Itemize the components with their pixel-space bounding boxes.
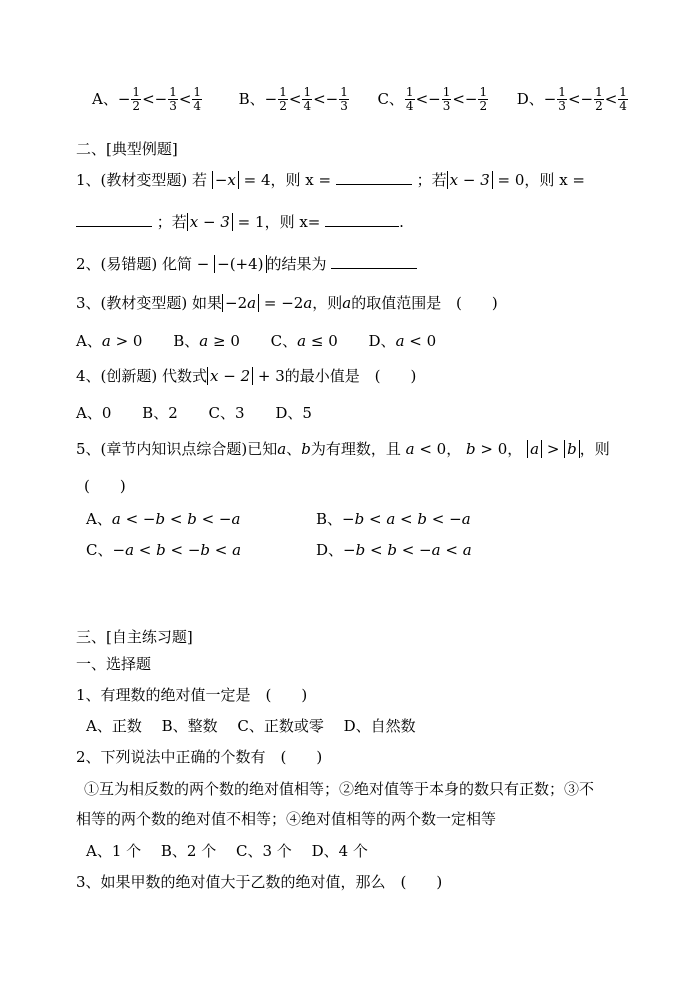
section-2-title: 二、[典型例题] xyxy=(76,140,178,158)
q5-line: 5、(章节内知识点综合题)已知a、b为有理数，且 a < 0， b > 0， a > b ，则 xyxy=(76,440,610,458)
q5-paren-line xyxy=(84,475,126,497)
q4-options xyxy=(76,402,338,424)
q5-option-b[interactable]: B、−b < a < b < −a xyxy=(316,510,471,528)
q4-option-c[interactable]: C、3 xyxy=(208,404,245,422)
q5-answer-paren[interactable]: ( ) xyxy=(84,477,126,495)
exercise-3-question: 3、如果甲数的绝对值大于乙数的绝对值，那么 ( ) xyxy=(76,873,443,891)
q5-option-d[interactable]: D、−b < b < −a < a xyxy=(316,541,472,559)
q3-option-c[interactable]: C、a ≤ 0 xyxy=(270,332,338,350)
q3-answer-paren[interactable]: ( ) xyxy=(456,294,498,312)
q0-option-d[interactable]: D、− $\frac{1}{3}$ <− $\frac{1}{2}$ < $\frac{1}{4}$ xyxy=(516,85,627,113)
exercise-2-statements-line-2: 相等的两个数的绝对值不相等；④绝对值相等的两个数一定相等 xyxy=(76,810,497,828)
q2-answer-blank[interactable] xyxy=(331,252,417,269)
q1-answer-blank-2[interactable] xyxy=(76,210,152,227)
q4-line: 4、(创新题) 代数式 x − 2 + 3的最小值是 ( ) xyxy=(76,367,417,385)
q0-option-c[interactable]: C、 $\frac{1}{4}$ <− $\frac{1}{3}$ <− $\frac{1}{2}$ xyxy=(377,85,488,113)
q3-option-a[interactable]: A、a > 0 xyxy=(76,332,143,350)
q1-line-1: 1、(教材变型题) 若 −x = 4，则 x = ；若 x − 3 = 0，则 x = xyxy=(76,168,585,191)
exercise-2-statements-line-1: ①互为相反数的两个数的绝对值相等；②绝对值等于本身的数只有正数；③不 xyxy=(84,780,595,798)
q1-line-2: ；若 x − 3 = 1，则 x= . xyxy=(76,210,404,233)
q0-options-row xyxy=(92,86,629,113)
q0-option-b[interactable]: B、− $\frac{1}{2}$ < $\frac{1}{4}$ <− $\frac{1}{3}$ xyxy=(238,85,348,113)
q4-option-b[interactable]: B、2 xyxy=(142,404,178,422)
q1-answer-blank-3[interactable] xyxy=(325,210,399,227)
q3-options xyxy=(76,330,462,352)
exercise-1-options[interactable]: A、正数 B、整数 C、正数或零 D、自然数 xyxy=(86,717,416,735)
q2-line: 2、(易错题) 化简 − −(+4) 的结果为 xyxy=(76,252,417,275)
exercise-2-options[interactable]: A、1 个 B、2 个 C、3 个 D、4 个 xyxy=(86,842,368,860)
q1-answer-blank-1[interactable] xyxy=(336,168,412,185)
subsection-choice-title: 一、选择题 xyxy=(76,655,152,673)
q3-option-d[interactable]: D、a < 0 xyxy=(368,332,437,350)
q4-option-a[interactable]: A、0 xyxy=(76,404,112,422)
q5-option-a[interactable]: A、a < −b < b < −a xyxy=(86,510,241,528)
exercise-1-question: 1、有理数的绝对值一定是 ( ) xyxy=(76,686,308,704)
q3-line: 3、(教材变型题) 如果 −2a = −2a，则a的取值范围是 ( ) xyxy=(76,294,498,312)
exercise-2-question: 2、下列说法中正确的个数有 ( ) xyxy=(76,748,323,766)
q4-answer-paren[interactable]: ( ) xyxy=(374,367,417,385)
q4-option-d[interactable]: D、5 xyxy=(275,404,312,422)
q3-option-b[interactable]: B、a ≥ 0 xyxy=(173,332,240,350)
section-3-title: 三、[自主练习题] xyxy=(76,628,193,646)
q0-option-a[interactable]: A、− $\frac{1}{2}$ <− $\frac{1}{3}$ < $\frac{1}{4}$ xyxy=(92,85,202,113)
q5-option-c[interactable]: C、−a < b < −b < a xyxy=(86,541,242,559)
